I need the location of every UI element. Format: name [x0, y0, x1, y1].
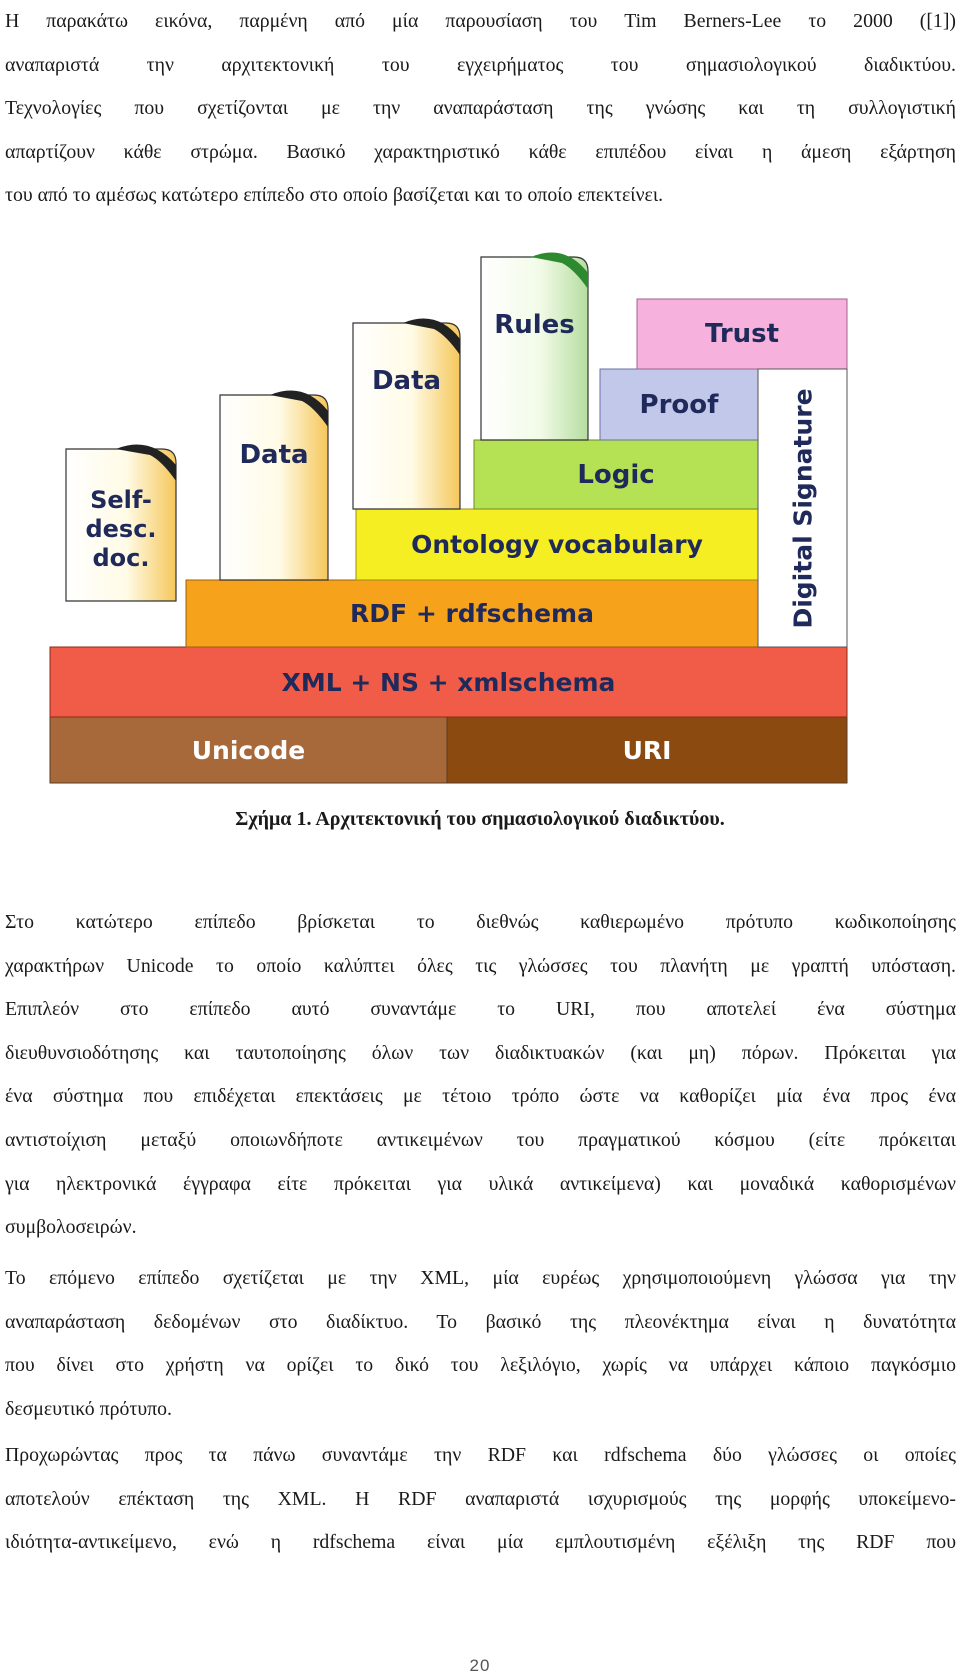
text-line: συμβολοσειρών.: [5, 1216, 137, 1239]
text-line: Προχωρώντας προς τα πάνω συναντάμε την RDF και rdfschema δύο γλώσσες οι οποίες: [5, 1444, 956, 1466]
layer-proof-label: Proof: [639, 389, 719, 420]
text-line: απαρτίζουν κάθε στρώμα. Βασικό χαρακτηριστικό κάθε επιπέδου είναι η άμεση εξάρτηση: [5, 140, 956, 163]
layer-rdf-label: RDF + rdfschema: [350, 599, 594, 628]
layer-ontology-label: Ontology vocabulary: [411, 530, 703, 559]
text-line: αναπαράσταση δεδομένων στο διαδίκτυο. Το βασικό της πλεονέκτημα είναι η δυνατότητα: [5, 1310, 956, 1333]
text-line: για ηλεκτρονικά έγγραφα είτε πρόκειται για υλικά αντικείμενα) και μοναδικά καθορισμένων: [5, 1172, 956, 1195]
text-line: αντιστοίχιση μεταξύ οποιωνδήποτε αντικειμένων του πραγματικού κόσμου (είτε πρόκειται: [5, 1128, 956, 1151]
rdf-paragraph: [5, 1434, 956, 1565]
document-data2-label: Data: [371, 366, 442, 396]
text-line: που δίνει στο χρήστη να ορίζει το δικό του λεξιλόγιο, χωρίς να υπάρχει κάποιο παγκόσμιο: [5, 1354, 956, 1377]
unicode-uri-paragraph: [5, 901, 956, 1250]
text-line: δεσμευτικό πρότυπο.: [5, 1397, 172, 1420]
text-line: του από το αμέσως κατώτερο επίπεδο στο οποίο βασίζεται και το οποίο επεκτείνει.: [5, 184, 664, 207]
text-line: Η παρακάτω εικόνα, παρμένη από μία παρουσίαση του Tim Berners-Lee το 2000 ([1]): [5, 10, 956, 32]
text-line: ιδιότητα-αντικείμενο, ενώ η rdfschema είναι μία εμπλουτισμένη εξέλιξη της RDF που: [5, 1531, 956, 1554]
document-selfdesc-label: [66, 469, 176, 589]
text-line: Στο κατώτερο επίπεδο βρίσκεται το διεθνώς καθιερωμένο πρότυπο κωδικοποίησης: [5, 911, 956, 933]
document-rules-shape: [481, 253, 588, 440]
page-number: 20: [469, 1656, 491, 1675]
text-line: Το επόμενο επίπεδο σχετίζεται με την XML, μία ευρέως χρησιμοποιούμενη γλώσσα για την: [5, 1267, 956, 1289]
text-line: ένα σύστημα που επιδέχεται επεκτάσεις με τέτοιο τρόπο ώστε να καθορίζει μία ένα προς ένα: [5, 1085, 956, 1108]
intro-paragraph: [5, 0, 956, 218]
text-line: Επιπλεόν στο επίπεδο αυτό συναντάμε το URI, που αποτελεί ένα σύστημα: [5, 998, 956, 1021]
document-rules-label: Rules: [494, 310, 575, 340]
layer-unicode-label: Unicode: [191, 735, 306, 765]
document-data1-shape: [220, 391, 328, 580]
layer-logic-label: Logic: [577, 459, 655, 490]
semantic-web-layer-diagram: [50, 265, 910, 795]
document-selfdesc-line: doc.: [92, 543, 150, 572]
text-line: αποτελούν επέκταση της XML. Η RDF αναπαριστά ισχυρισμούς της μορφής υποκείμενο-: [5, 1487, 956, 1510]
text-line: Τεχνολογίες που σχετίζονται με την αναπαράσταση της γνώσης και τη συλλογιστική: [5, 97, 956, 120]
layer-uri-label: URI: [622, 735, 672, 765]
document-selfdesc-line: desc.: [85, 514, 157, 543]
text-line: διευθυνσιοδότησης και ταυτοποίησης όλων των διαδικτυακών (και μη) πόρων. Πρόκειται για: [5, 1041, 956, 1064]
layer-signature-label: Digital Signature: [788, 388, 818, 629]
layer-xml-label: XML + NS + xmlschema: [281, 667, 616, 697]
document-selfdesc-line: Self-: [90, 485, 152, 514]
document-data1-label: Data: [239, 440, 309, 470]
xml-paragraph: [5, 1257, 956, 1431]
layer-trust-label: Trust: [704, 319, 780, 349]
text-line: χαρακτήρων Unicode το οποίο καλύπτει όλες τις γλώσσες του πλανήτη με γραπτή υπόσταση.: [5, 954, 956, 977]
document-data2-shape: [353, 319, 460, 509]
text-line: αναπαριστά την αρχιτεκτονική του εγχειρήματος του σημασιολογικού διαδικτύου.: [5, 53, 956, 76]
figure-caption: Σχήμα 1. Αρχιτεκτονική του σημασιολογικού διαδικτύου.: [235, 808, 725, 830]
